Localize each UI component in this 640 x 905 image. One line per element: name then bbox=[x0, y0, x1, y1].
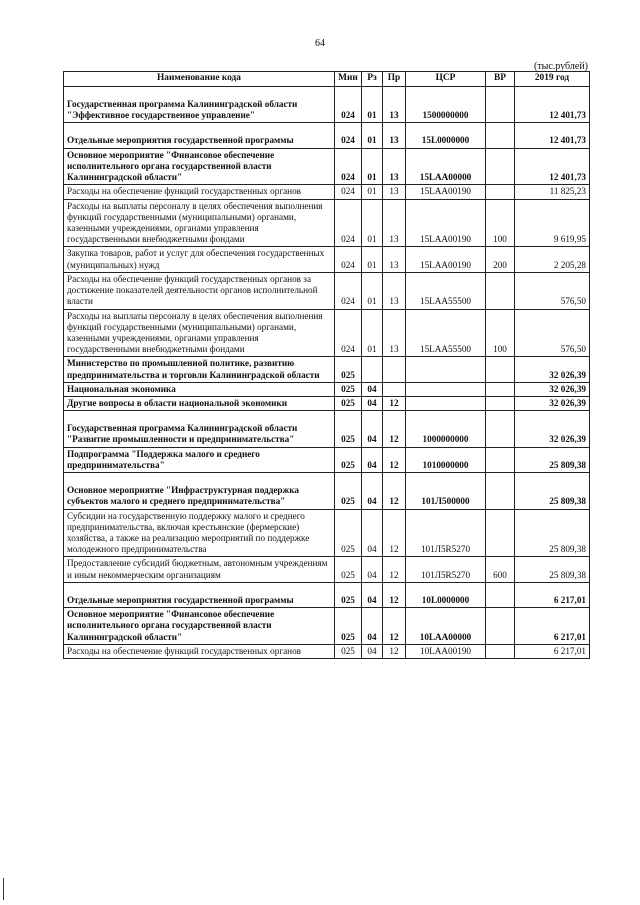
row-min bbox=[335, 608, 362, 645]
row-vr bbox=[486, 185, 515, 199]
row-pr bbox=[383, 582, 406, 607]
row-min-text: 024 bbox=[341, 234, 355, 245]
row-pr bbox=[383, 185, 406, 199]
table-row bbox=[64, 185, 590, 199]
row-csr bbox=[406, 644, 486, 658]
row-rz bbox=[362, 509, 383, 557]
row-pr-text: 12 bbox=[389, 434, 399, 445]
row-csr bbox=[406, 608, 486, 645]
row-vr bbox=[486, 397, 515, 411]
row-min bbox=[335, 309, 362, 357]
row-pr-text: 12 bbox=[389, 496, 399, 507]
row-vr bbox=[486, 582, 515, 607]
row-pr-text: 13 bbox=[389, 110, 399, 121]
row-name-text: Основное мероприятие "Инфраструктурная поддержка субъектов малого и среднего предпринимательства" bbox=[67, 485, 299, 507]
row-amount-text: 6 217,01 bbox=[553, 645, 586, 656]
table-row bbox=[64, 608, 590, 645]
row-name bbox=[64, 309, 335, 357]
row-name-text: Основное мероприятие "Финансовое обеспечение исполнительного органа государственной власти Калининградской области" bbox=[67, 149, 275, 183]
row-csr bbox=[406, 447, 486, 472]
row-rz bbox=[362, 473, 383, 509]
row-csr bbox=[406, 247, 486, 272]
row-rz-text: 01 bbox=[367, 110, 377, 121]
row-pr bbox=[383, 309, 406, 357]
row-name bbox=[64, 608, 335, 645]
row-rz-text: 01 bbox=[367, 186, 377, 197]
row-csr bbox=[406, 272, 486, 309]
row-name-text: Подпрограмма "Поддержка малого и среднего предпринимательства" bbox=[67, 448, 260, 470]
row-min-text: 025 bbox=[341, 544, 355, 555]
row-pr-text: 13 bbox=[389, 234, 399, 245]
row-vr bbox=[486, 557, 515, 582]
row-pr bbox=[383, 199, 406, 247]
row-rz bbox=[362, 411, 383, 447]
row-min-text: 025 bbox=[341, 631, 355, 642]
row-name bbox=[64, 557, 335, 582]
row-vr bbox=[486, 123, 515, 148]
row-csr bbox=[406, 473, 486, 509]
row-csr-text: 1010000000 bbox=[422, 459, 469, 470]
row-pr-text: 12 bbox=[389, 569, 399, 580]
row-amount bbox=[515, 644, 590, 658]
header-name: Наименование кода bbox=[64, 72, 335, 87]
row-vr bbox=[486, 644, 515, 658]
row-csr bbox=[406, 382, 486, 396]
row-pr-text: 13 bbox=[389, 344, 399, 355]
row-pr bbox=[383, 397, 406, 411]
row-amount-text: 32 026,39 bbox=[549, 398, 586, 409]
row-pr-text: 13 bbox=[389, 186, 399, 197]
row-vr bbox=[486, 247, 515, 272]
row-name bbox=[64, 247, 335, 272]
row-rz bbox=[362, 199, 383, 247]
row-amount bbox=[515, 199, 590, 247]
row-pr-text: 12 bbox=[389, 398, 399, 409]
row-rz-text: 01 bbox=[367, 172, 377, 183]
table-row bbox=[64, 199, 590, 247]
row-vr bbox=[486, 357, 515, 382]
row-rz bbox=[362, 582, 383, 607]
row-pr-text: 12 bbox=[389, 459, 399, 470]
row-min bbox=[335, 582, 362, 607]
row-pr bbox=[383, 473, 406, 509]
margin-mark bbox=[3, 878, 4, 900]
row-rz-text: 04 bbox=[367, 398, 377, 409]
row-amount bbox=[515, 247, 590, 272]
row-amount bbox=[515, 557, 590, 582]
row-csr bbox=[406, 309, 486, 357]
row-amount-text: 6 217,01 bbox=[553, 594, 586, 605]
row-min bbox=[335, 557, 362, 582]
row-csr-text: 10L0000000 bbox=[421, 594, 470, 605]
row-pr bbox=[383, 382, 406, 396]
row-rz-text: 04 bbox=[367, 496, 377, 507]
row-rz-text: 04 bbox=[367, 569, 377, 580]
row-rz bbox=[362, 247, 383, 272]
row-amount-text: 576,50 bbox=[560, 344, 586, 355]
row-pr bbox=[383, 557, 406, 582]
row-min-text: 025 bbox=[341, 645, 355, 656]
header-pr: Пр bbox=[383, 72, 406, 87]
row-name-text: Государственная программа Калининградской области "Развитие промышленности и предпринимательства" bbox=[67, 423, 298, 445]
row-name bbox=[64, 382, 335, 396]
row-rz-text: 01 bbox=[367, 135, 377, 146]
row-min-text: 024 bbox=[341, 135, 355, 146]
row-name bbox=[64, 357, 335, 382]
row-name-text: Расходы на выплаты персоналу в целях обеспечения выполнения функций государственными (муниципальными) органами, казенными учреждениями, органами управления государственными внебюджетными фондами bbox=[67, 310, 323, 355]
row-rz bbox=[362, 123, 383, 148]
table-body bbox=[64, 87, 590, 659]
row-name-text: Расходы на обеспечение функций государственных органов bbox=[67, 186, 302, 197]
row-csr bbox=[406, 411, 486, 447]
row-vr bbox=[486, 473, 515, 509]
row-amount-text: 32 026,39 bbox=[549, 383, 586, 394]
row-name-text: Отдельные мероприятия государственной программы bbox=[67, 594, 294, 605]
table-row bbox=[64, 87, 590, 123]
table-row bbox=[64, 382, 590, 396]
row-amount bbox=[515, 123, 590, 148]
row-csr-text: 10LAA00190 bbox=[419, 645, 472, 656]
row-name-text: Расходы на обеспечение функций государственных органов за достижение показателей деятельности органов исполнительной власти bbox=[67, 273, 318, 307]
row-rz-text: 04 bbox=[367, 459, 377, 470]
table-row bbox=[64, 447, 590, 472]
row-amount-text: 6 217,01 bbox=[553, 631, 586, 642]
row-min bbox=[335, 123, 362, 148]
row-amount bbox=[515, 309, 590, 357]
row-csr-text: 15LAA00190 bbox=[419, 186, 472, 197]
row-min-text: 025 bbox=[341, 383, 355, 394]
row-amount-text: 2 205,28 bbox=[553, 259, 586, 270]
row-rz bbox=[362, 644, 383, 658]
header-rz: Рз bbox=[362, 72, 383, 87]
row-pr bbox=[383, 447, 406, 472]
row-name-text: Субсидии на государственную поддержку малого и среднего предпринимательства, включая крестьянские (фермерские) хозяйства, а также на реализацию мероприятий по поддержке молодежного предпринимательства bbox=[67, 510, 310, 555]
row-pr-text: 12 bbox=[389, 645, 399, 656]
row-min-text: 025 bbox=[341, 434, 355, 445]
row-amount bbox=[515, 357, 590, 382]
row-pr bbox=[383, 272, 406, 309]
row-amount bbox=[515, 87, 590, 123]
row-min bbox=[335, 382, 362, 396]
row-pr bbox=[383, 87, 406, 123]
row-name-text: Расходы на выплаты персоналу в целях обеспечения выполнения функций государственными (муниципальными) органами, казенными учреждениями, органами управления государственными внебюджетными фондами bbox=[67, 200, 323, 245]
row-pr bbox=[383, 411, 406, 447]
row-min bbox=[335, 247, 362, 272]
row-name bbox=[64, 509, 335, 557]
row-min bbox=[335, 397, 362, 411]
row-name-text: Закупка товаров, работ и услуг для обеспечения государственных (муниципальных) нужд bbox=[67, 248, 325, 270]
table-row bbox=[64, 272, 590, 309]
row-pr-text: 12 bbox=[389, 631, 399, 642]
row-min-text: 025 bbox=[341, 594, 355, 605]
header-csr: ЦСР bbox=[406, 72, 486, 87]
row-amount bbox=[515, 473, 590, 509]
row-min bbox=[335, 411, 362, 447]
table-row bbox=[64, 557, 590, 582]
row-name-text: Другие вопросы в области национальной экономики bbox=[67, 398, 288, 409]
row-rz bbox=[362, 397, 383, 411]
table-row bbox=[64, 473, 590, 509]
row-amount bbox=[515, 447, 590, 472]
row-amount-text: 9 619,95 bbox=[553, 234, 586, 245]
row-rz bbox=[362, 608, 383, 645]
row-name-text: Государственная программа Калининградской области "Эффективное государственное управление" bbox=[67, 99, 298, 121]
row-pr bbox=[383, 123, 406, 148]
row-pr-text: 13 bbox=[389, 259, 399, 270]
row-csr bbox=[406, 397, 486, 411]
row-csr bbox=[406, 148, 486, 185]
row-name bbox=[64, 272, 335, 309]
row-rz bbox=[362, 309, 383, 357]
row-csr-text: 15LAA00000 bbox=[419, 172, 472, 183]
row-name bbox=[64, 411, 335, 447]
row-csr bbox=[406, 557, 486, 582]
row-amount-text: 12 401,73 bbox=[549, 172, 586, 183]
row-vr-text: 100 bbox=[493, 234, 507, 245]
row-pr-text: 13 bbox=[389, 296, 399, 307]
row-rz bbox=[362, 148, 383, 185]
row-rz-text: 04 bbox=[367, 544, 377, 555]
row-pr bbox=[383, 357, 406, 382]
row-min bbox=[335, 185, 362, 199]
row-min-text: 024 bbox=[341, 296, 355, 307]
row-amount-text: 25 809,38 bbox=[549, 459, 586, 470]
row-vr bbox=[486, 272, 515, 309]
table-row bbox=[64, 397, 590, 411]
row-name-text: Расходы на обеспечение функций государственных органов bbox=[67, 645, 302, 656]
row-min bbox=[335, 148, 362, 185]
row-min bbox=[335, 272, 362, 309]
row-csr bbox=[406, 582, 486, 607]
row-min bbox=[335, 447, 362, 472]
row-amount-text: 25 809,38 bbox=[549, 569, 586, 580]
row-amount-text: 11 825,23 bbox=[549, 186, 586, 197]
row-pr bbox=[383, 509, 406, 557]
row-pr-text: 12 bbox=[389, 544, 399, 555]
row-name bbox=[64, 199, 335, 247]
row-min-text: 025 bbox=[341, 569, 355, 580]
row-csr-text: 15LAA00190 bbox=[419, 259, 472, 270]
row-rz bbox=[362, 87, 383, 123]
row-vr bbox=[486, 199, 515, 247]
row-amount-text: 576,50 bbox=[560, 296, 586, 307]
row-rz-text: 01 bbox=[367, 344, 377, 355]
row-name bbox=[64, 123, 335, 148]
row-name bbox=[64, 582, 335, 607]
row-min-text: 024 bbox=[341, 344, 355, 355]
row-vr bbox=[486, 309, 515, 357]
row-name bbox=[64, 185, 335, 199]
row-name-text: Отдельные мероприятия государственной программы bbox=[67, 135, 294, 146]
row-rz-text: 04 bbox=[367, 594, 377, 605]
budget-table bbox=[63, 71, 590, 659]
header-year: 2019 год bbox=[515, 72, 590, 87]
row-name-text: Основное мероприятие "Финансовое обеспечение исполнительного органа государственной власти Калининградской области" bbox=[67, 609, 275, 642]
row-name-text: Предоставление субсидий бюджетным, автономным учреждениям и иным некоммерческим организациям bbox=[67, 558, 328, 580]
row-min-text: 025 bbox=[341, 459, 355, 470]
row-vr bbox=[486, 608, 515, 645]
row-rz bbox=[362, 272, 383, 309]
row-amount-text: 32 026,39 bbox=[549, 434, 586, 445]
row-vr-text: 600 bbox=[493, 569, 507, 580]
table-row bbox=[64, 148, 590, 185]
table-header-row bbox=[64, 72, 590, 87]
table-row bbox=[64, 357, 590, 382]
table-row bbox=[64, 247, 590, 272]
row-rz-text: 04 bbox=[367, 434, 377, 445]
row-pr-text: 13 bbox=[389, 135, 399, 146]
row-min bbox=[335, 473, 362, 509]
row-csr-text: 15L0000000 bbox=[421, 135, 470, 146]
row-csr-text: 10LAA00000 bbox=[419, 631, 472, 642]
row-name-text: Национальная экономика bbox=[67, 383, 176, 394]
row-min bbox=[335, 357, 362, 382]
row-name bbox=[64, 644, 335, 658]
row-amount bbox=[515, 509, 590, 557]
row-csr-text: 15LAA55500 bbox=[419, 344, 472, 355]
row-csr bbox=[406, 357, 486, 382]
row-vr bbox=[486, 148, 515, 185]
row-min bbox=[335, 87, 362, 123]
row-csr bbox=[406, 123, 486, 148]
row-name-text: Министерство по промышленной политике, развитию предпринимательства и торговли Калининградской области bbox=[67, 358, 320, 380]
row-amount bbox=[515, 272, 590, 309]
row-amount-text: 25 809,38 bbox=[549, 544, 586, 555]
row-vr bbox=[486, 509, 515, 557]
page-number: 64 bbox=[315, 38, 325, 49]
table-row bbox=[64, 509, 590, 557]
row-name bbox=[64, 473, 335, 509]
row-csr-text: 15LAA55500 bbox=[419, 296, 472, 307]
row-min-text: 024 bbox=[341, 186, 355, 197]
header-vr: ВР bbox=[486, 72, 515, 87]
row-amount bbox=[515, 411, 590, 447]
row-vr bbox=[486, 447, 515, 472]
row-csr-text: 101Л500000 bbox=[421, 496, 470, 507]
row-amount-text: 32 026,39 bbox=[549, 369, 586, 380]
row-rz-text: 01 bbox=[367, 234, 377, 245]
row-csr bbox=[406, 87, 486, 123]
row-min-text: 025 bbox=[341, 369, 355, 380]
row-name bbox=[64, 397, 335, 411]
row-vr bbox=[486, 411, 515, 447]
row-csr-text: 15LAA00190 bbox=[419, 234, 472, 245]
row-pr bbox=[383, 148, 406, 185]
row-csr bbox=[406, 199, 486, 247]
row-pr bbox=[383, 644, 406, 658]
row-amount bbox=[515, 608, 590, 645]
table-row bbox=[64, 309, 590, 357]
row-min-text: 024 bbox=[341, 110, 355, 121]
row-name bbox=[64, 148, 335, 185]
row-min bbox=[335, 509, 362, 557]
row-amount-text: 12 401,73 bbox=[549, 110, 586, 121]
row-rz-text: 04 bbox=[367, 383, 377, 394]
row-vr-text: 100 bbox=[493, 344, 507, 355]
row-min bbox=[335, 199, 362, 247]
row-amount bbox=[515, 582, 590, 607]
row-min-text: 024 bbox=[341, 172, 355, 183]
row-min-text: 025 bbox=[341, 398, 355, 409]
row-rz-text: 01 bbox=[367, 259, 377, 270]
row-rz bbox=[362, 447, 383, 472]
row-amount bbox=[515, 382, 590, 396]
row-csr bbox=[406, 185, 486, 199]
row-amount-text: 12 401,73 bbox=[549, 135, 586, 146]
table-row bbox=[64, 582, 590, 607]
row-rz bbox=[362, 382, 383, 396]
row-pr bbox=[383, 247, 406, 272]
row-csr bbox=[406, 509, 486, 557]
row-vr bbox=[486, 87, 515, 123]
row-csr-text: 1000000000 bbox=[422, 434, 469, 445]
row-amount bbox=[515, 148, 590, 185]
row-pr bbox=[383, 608, 406, 645]
row-amount bbox=[515, 185, 590, 199]
table-row bbox=[64, 123, 590, 148]
row-rz-text: 04 bbox=[367, 645, 377, 656]
row-vr bbox=[486, 382, 515, 396]
units-label: (тыс.рублей) bbox=[533, 61, 588, 72]
row-min bbox=[335, 644, 362, 658]
row-name bbox=[64, 447, 335, 472]
row-csr-text: 101Л5R5270 bbox=[420, 569, 471, 580]
row-rz-text: 01 bbox=[367, 296, 377, 307]
row-name bbox=[64, 87, 335, 123]
table-row bbox=[64, 644, 590, 658]
row-amount bbox=[515, 397, 590, 411]
header-min: Мин bbox=[335, 72, 362, 87]
row-min-text: 024 bbox=[341, 259, 355, 270]
row-rz bbox=[362, 357, 383, 382]
row-rz bbox=[362, 185, 383, 199]
row-rz bbox=[362, 557, 383, 582]
row-rz-text: 04 bbox=[367, 631, 377, 642]
table-row bbox=[64, 411, 590, 447]
row-pr-text: 13 bbox=[389, 172, 399, 183]
row-csr-text: 101Л5R5270 bbox=[420, 544, 471, 555]
row-vr-text: 200 bbox=[493, 259, 507, 270]
row-amount-text: 25 809,38 bbox=[549, 496, 586, 507]
row-min-text: 025 bbox=[341, 496, 355, 507]
row-csr-text: 1500000000 bbox=[422, 110, 469, 121]
row-pr-text: 12 bbox=[389, 594, 399, 605]
